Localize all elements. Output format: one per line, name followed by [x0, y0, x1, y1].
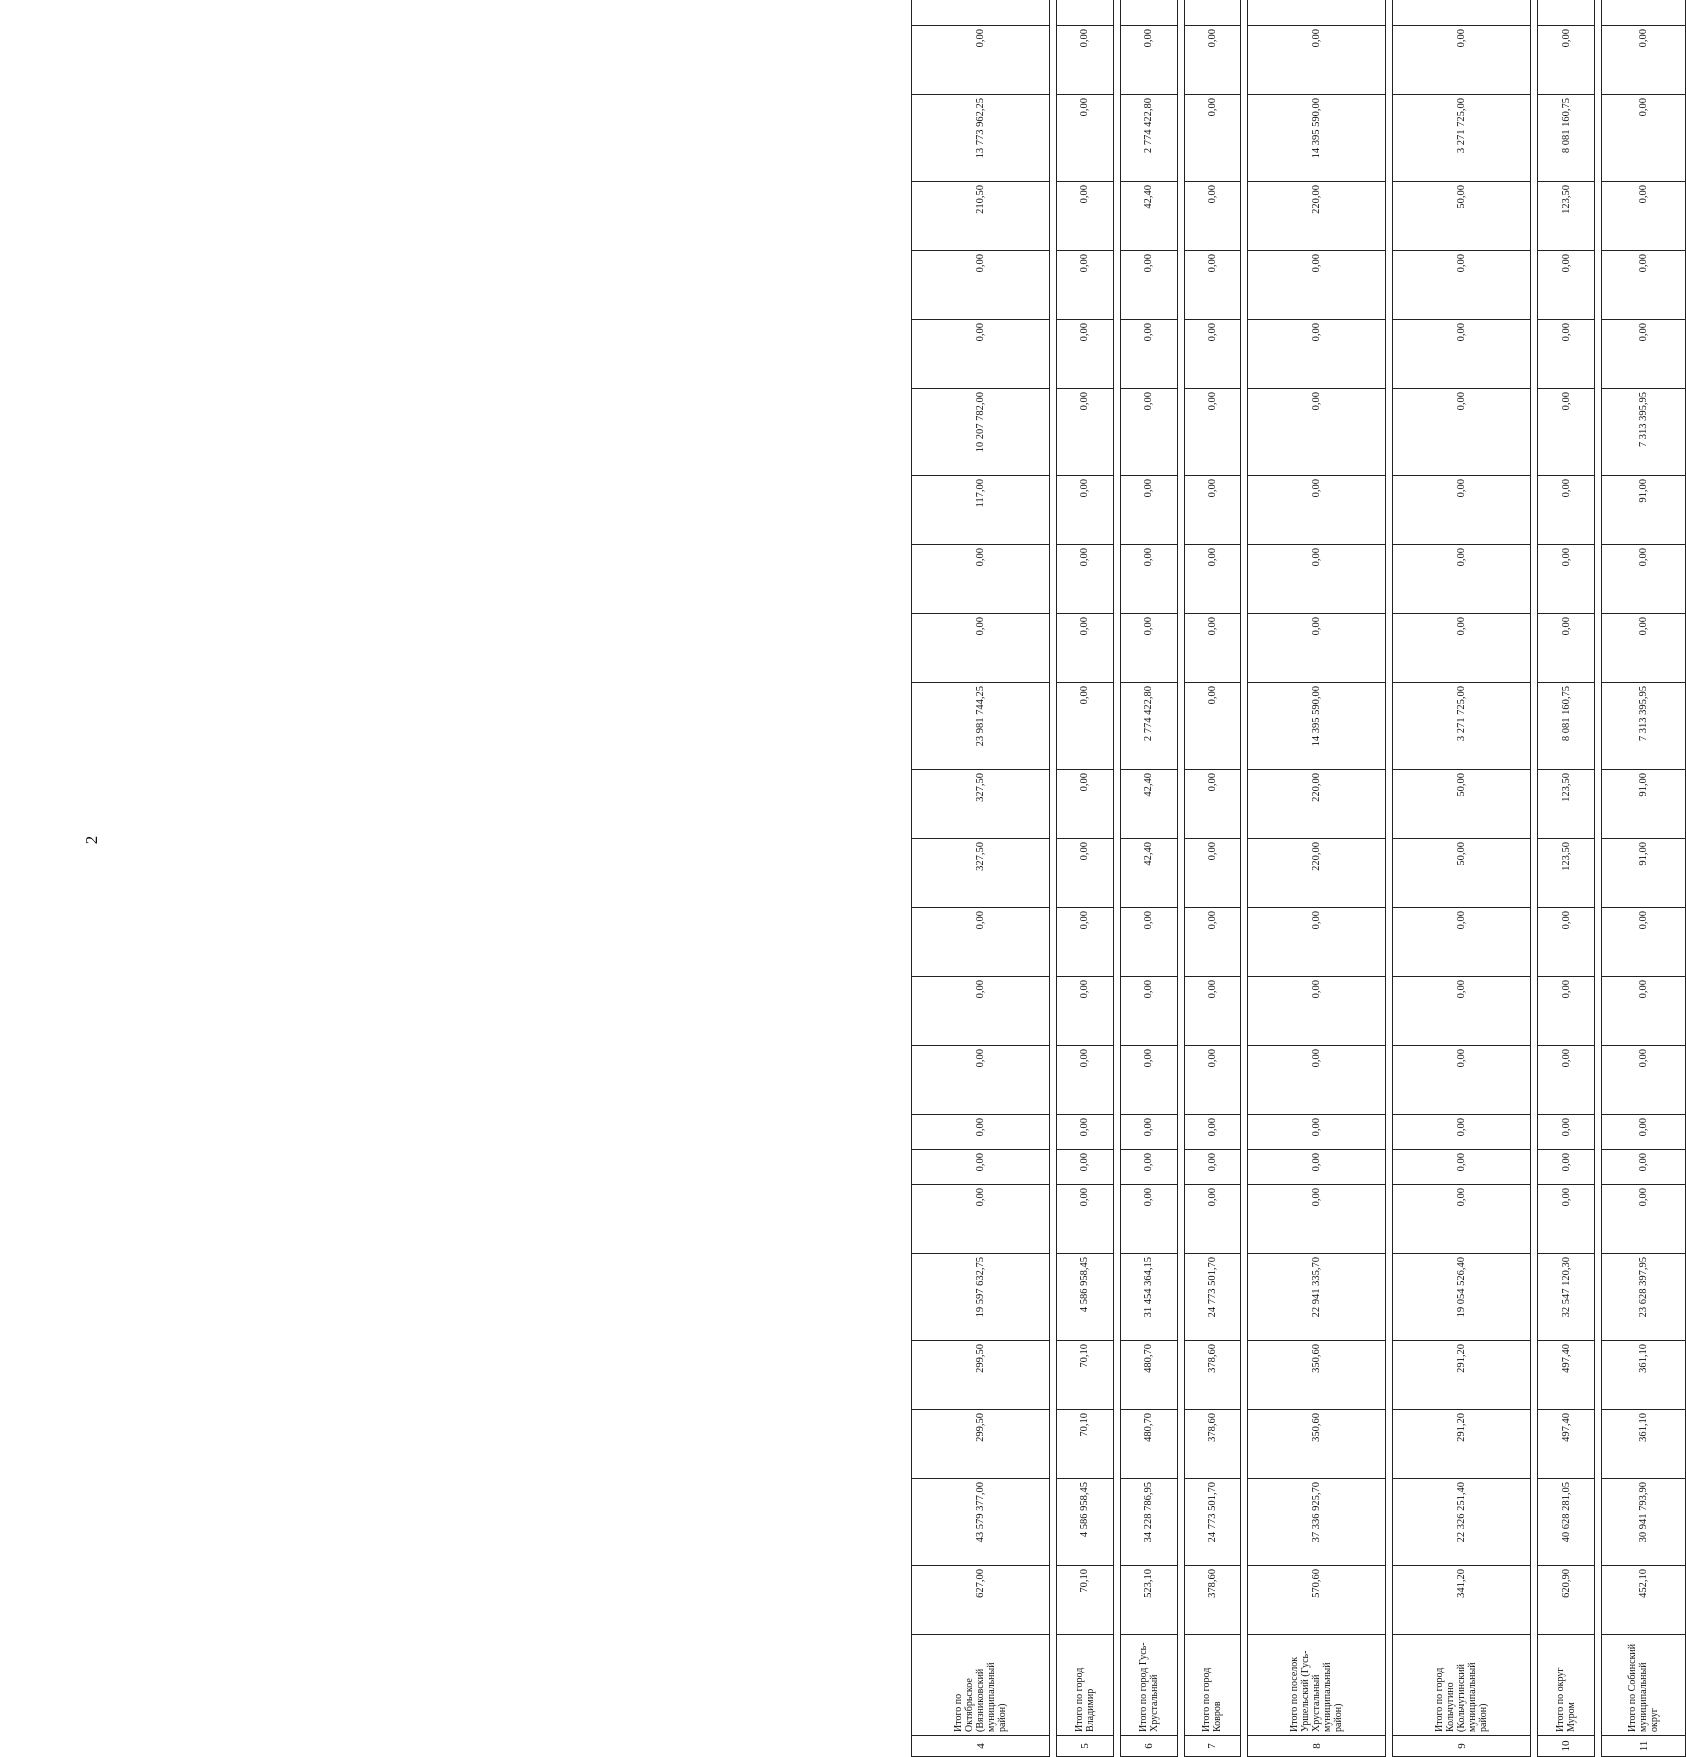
table-cell: 0,00: [1393, 320, 1531, 389]
table-cell: 0,00: [1248, 251, 1386, 320]
table-cell: 4 586 958,45: [1057, 1479, 1114, 1566]
table-cell: 0,00: [1184, 770, 1241, 839]
table-cell: 23 981 744,25: [912, 683, 1050, 770]
table-cell: [1057, 0, 1114, 26]
table-cell: 70,10: [1057, 1566, 1114, 1635]
table-cell: 299,50: [912, 1410, 1050, 1479]
table-cell: 70,10: [1057, 1410, 1114, 1479]
table-cell: 0,00: [1393, 545, 1531, 614]
table-cell: 361,10: [1602, 1341, 1686, 1410]
table-cell: 0,00: [912, 1150, 1050, 1185]
table-cell: 0,00: [1057, 95, 1114, 182]
row-spacer: [1386, 0, 1393, 1757]
rotated-table-container: [911, 0, 1686, 1757]
table-cell: 0,00: [1538, 476, 1595, 545]
table-cell: 0,00: [1057, 839, 1114, 908]
table-cell: 0,00: [1602, 545, 1686, 614]
table-cell: 0,00: [1120, 389, 1177, 476]
table-row: [1184, 0, 1241, 1757]
table-cell: 0,00: [1393, 1115, 1531, 1150]
table-cell: 23 628 397,95: [1602, 1254, 1686, 1341]
row-number: 4: [912, 1736, 1050, 1757]
table-cell: 378,60: [1184, 1410, 1241, 1479]
table-cell: [1602, 0, 1686, 26]
row-label: Итого по город Гусь-Хрустальный: [1120, 1635, 1177, 1736]
table-cell: 0,00: [1120, 614, 1177, 683]
table-cell: 0,00: [1057, 182, 1114, 251]
table-cell: 0,00: [912, 1046, 1050, 1115]
table-cell: 50,00: [1393, 182, 1531, 251]
table-cell: 24 773 501,70: [1184, 1479, 1241, 1566]
row-number: 7: [1184, 1736, 1241, 1757]
table-cell: 117,00: [912, 476, 1050, 545]
table-cell: 24 773 501,70: [1184, 1254, 1241, 1341]
row-label: Итого по город Кольчугино (Кольчугинский муниципальный район): [1393, 1635, 1531, 1736]
table-cell: 0,00: [1538, 1046, 1595, 1115]
table-cell: 0,00: [1184, 26, 1241, 95]
table-cell: 50,00: [1393, 839, 1531, 908]
table-cell: 91,00: [1602, 839, 1686, 908]
table-row: [1248, 0, 1386, 1757]
table-cell: 0,00: [1538, 908, 1595, 977]
table-cell: 0,00: [1538, 26, 1595, 95]
table-cell: 0,00: [1184, 908, 1241, 977]
table-cell: 0,00: [1120, 908, 1177, 977]
table-cell: 0,00: [1538, 320, 1595, 389]
table-cell: 32 547 120,30: [1538, 1254, 1595, 1341]
table-cell: 0,00: [1057, 614, 1114, 683]
table-cell: 0,00: [1538, 389, 1595, 476]
table-cell: 0,00: [1248, 320, 1386, 389]
row-number: 8: [1248, 1736, 1386, 1757]
table-cell: 0,00: [1248, 26, 1386, 95]
table-cell: 291,20: [1393, 1410, 1531, 1479]
row-number: 10: [1538, 1736, 1595, 1757]
table-cell: 70,10: [1057, 1341, 1114, 1410]
table-cell: 50,00: [1393, 770, 1531, 839]
table-cell: [1184, 0, 1241, 26]
row-spacer: [1177, 0, 1184, 1757]
table-cell: 0,00: [1248, 389, 1386, 476]
table-cell: 2 774 422,80: [1120, 95, 1177, 182]
table-cell: 0,00: [1602, 1150, 1686, 1185]
table-cell: 0,00: [1602, 908, 1686, 977]
table-cell: 0,00: [1057, 770, 1114, 839]
table-cell: 0,00: [1057, 1115, 1114, 1150]
table-cell: 22 941 335,70: [1248, 1254, 1386, 1341]
table-cell: 14 395 590,00: [1248, 95, 1386, 182]
table-cell: 0,00: [1393, 977, 1531, 1046]
spacer-cell: [1113, 0, 1120, 1757]
table-cell: 0,00: [912, 320, 1050, 389]
row-label: Итого по Октябрьское (Вязниковский муниципальный район): [912, 1635, 1050, 1736]
table-cell: 0,00: [1602, 614, 1686, 683]
table-cell: [1393, 0, 1531, 26]
table-cell: 0,00: [1538, 1115, 1595, 1150]
table-cell: 0,00: [1538, 251, 1595, 320]
table-cell: 0,00: [1602, 1046, 1686, 1115]
table-cell: 523,10: [1120, 1566, 1177, 1635]
table-cell: 627,00: [912, 1566, 1050, 1635]
table-cell: 0,00: [1184, 683, 1241, 770]
table-cell: 0,00: [1184, 1046, 1241, 1115]
table-row: [1057, 0, 1114, 1757]
table-cell: 378,60: [1184, 1566, 1241, 1635]
data-table: [911, 0, 1686, 1757]
table-cell: 0,00: [912, 614, 1050, 683]
page-number: 2: [82, 835, 101, 845]
table-cell: 0,00: [1120, 1150, 1177, 1185]
table-cell: 0,00: [1393, 389, 1531, 476]
table-cell: 620,90: [1538, 1566, 1595, 1635]
table-cell: 42,40: [1120, 770, 1177, 839]
table-cell: 0,00: [912, 977, 1050, 1046]
table-cell: 22 326 251,40: [1393, 1479, 1531, 1566]
table-cell: 0,00: [1120, 1115, 1177, 1150]
table-cell: 43 579 377,00: [912, 1479, 1050, 1566]
spacer-cell: [1241, 0, 1248, 1757]
table-cell: 291,20: [1393, 1341, 1531, 1410]
row-label: Итого по поселок Уршельский (Гусь-Хрустальный муниципальный район): [1248, 1635, 1386, 1736]
table-cell: 220,00: [1248, 182, 1386, 251]
table-cell: 0,00: [1393, 476, 1531, 545]
row-spacer: [1531, 0, 1538, 1757]
table-cell: 0,00: [1248, 1046, 1386, 1115]
table-cell: [1538, 0, 1595, 26]
row-spacer: [1050, 0, 1057, 1757]
table-cell: 30 941 793,90: [1602, 1479, 1686, 1566]
table-cell: 0,00: [1184, 389, 1241, 476]
table-cell: 0,00: [1602, 1115, 1686, 1150]
table-cell: 570,60: [1248, 1566, 1386, 1635]
table-cell: 0,00: [1057, 320, 1114, 389]
table-cell: 0,00: [1248, 1185, 1386, 1254]
table-cell: 0,00: [1184, 1185, 1241, 1254]
table-cell: 378,60: [1184, 1341, 1241, 1410]
row-label: Итого по Собинский муниципальный округ: [1602, 1635, 1686, 1736]
row-spacer: [1113, 0, 1120, 1757]
table-cell: 40 628 281,05: [1538, 1479, 1595, 1566]
table-cell: 0,00: [1184, 95, 1241, 182]
table-cell: 0,00: [1393, 1185, 1531, 1254]
table-cell: 42,40: [1120, 839, 1177, 908]
table-cell: 480,70: [1120, 1341, 1177, 1410]
table-cell: 0,00: [1393, 1150, 1531, 1185]
spacer-cell: [1177, 0, 1184, 1757]
table-cell: 0,00: [1248, 1115, 1386, 1150]
table-cell: 0,00: [1057, 1150, 1114, 1185]
table-cell: 0,00: [1393, 908, 1531, 977]
table-cell: 91,00: [1602, 770, 1686, 839]
table-cell: 0,00: [912, 1115, 1050, 1150]
table-cell: 19 597 632,75: [912, 1254, 1050, 1341]
table-cell: 0,00: [1248, 1150, 1386, 1185]
table-cell: 123,50: [1538, 182, 1595, 251]
table-cell: 0,00: [1057, 476, 1114, 545]
table-cell: 0,00: [1248, 614, 1386, 683]
table-cell: 0,00: [1538, 977, 1595, 1046]
table-cell: 0,00: [1120, 545, 1177, 614]
table-cell: 0,00: [1602, 251, 1686, 320]
table-cell: 0,00: [1184, 977, 1241, 1046]
table-cell: 123,50: [1538, 839, 1595, 908]
table-cell: 0,00: [1057, 26, 1114, 95]
table-cell: 0,00: [1248, 977, 1386, 1046]
table-row: [1120, 0, 1177, 1757]
row-label: Итого по город Владимир: [1057, 1635, 1114, 1736]
row-number: 6: [1120, 1736, 1177, 1757]
row-number: 5: [1057, 1736, 1114, 1757]
table-cell: 299,50: [912, 1341, 1050, 1410]
table-cell: 0,00: [1120, 320, 1177, 389]
row-number: 9: [1393, 1736, 1531, 1757]
table-cell: 0,00: [1057, 1185, 1114, 1254]
table-cell: 327,50: [912, 839, 1050, 908]
table-cell: 0,00: [1538, 545, 1595, 614]
table-cell: 0,00: [1602, 977, 1686, 1046]
table-cell: 0,00: [1184, 1150, 1241, 1185]
table-cell: 2 774 422,80: [1120, 683, 1177, 770]
table-cell: 0,00: [1602, 26, 1686, 95]
table-cell: 220,00: [1248, 770, 1386, 839]
table-cell: 0,00: [1057, 908, 1114, 977]
table-cell: 0,00: [1057, 683, 1114, 770]
table-cell: 0,00: [912, 908, 1050, 977]
table-cell: 8 081 160,75: [1538, 683, 1595, 770]
table-cell: 37 336 925,70: [1248, 1479, 1386, 1566]
table-cell: [1248, 0, 1386, 26]
table-cell: 0,00: [1184, 614, 1241, 683]
table-cell: 0,00: [1538, 1150, 1595, 1185]
table-cell: 0,00: [1057, 977, 1114, 1046]
table-cell: 91,00: [1602, 476, 1686, 545]
table-cell: 13 773 962,25: [912, 95, 1050, 182]
table-cell: 31 454 364,15: [1120, 1254, 1177, 1341]
table-cell: 497,40: [1538, 1410, 1595, 1479]
table-cell: 0,00: [1057, 389, 1114, 476]
table-cell: 0,00: [1602, 182, 1686, 251]
table-cell: 0,00: [1120, 251, 1177, 320]
table-cell: 0,00: [1393, 614, 1531, 683]
table-cell: 0,00: [1120, 476, 1177, 545]
row-label: Итого по округ Муром: [1538, 1635, 1595, 1736]
spacer-cell: [1531, 0, 1538, 1757]
table-cell: 0,00: [1184, 1115, 1241, 1150]
table-cell: 0,00: [1120, 977, 1177, 1046]
table-cell: 341,20: [1393, 1566, 1531, 1635]
table-cell: 14 395 590,00: [1248, 683, 1386, 770]
table-cell: 0,00: [1602, 320, 1686, 389]
table-cell: 0,00: [1184, 320, 1241, 389]
table-cell: 0,00: [1120, 26, 1177, 95]
table-cell: 4 586 958,45: [1057, 1254, 1114, 1341]
table-cell: 0,00: [1057, 545, 1114, 614]
table-cell: 220,00: [1248, 839, 1386, 908]
table-row: [1602, 0, 1686, 1757]
table-cell: 0,00: [1393, 1046, 1531, 1115]
spacer-cell: [1595, 0, 1602, 1757]
table-cell: 0,00: [912, 26, 1050, 95]
table-cell: 0,00: [1393, 251, 1531, 320]
table-cell: 350,60: [1248, 1341, 1386, 1410]
table-cell: 452,10: [1602, 1566, 1686, 1635]
table-cell: 0,00: [1248, 545, 1386, 614]
row-number: 11: [1602, 1736, 1686, 1757]
table-body: [912, 0, 1686, 1757]
table-cell: [1120, 0, 1177, 26]
table-cell: 0,00: [1393, 26, 1531, 95]
table-cell: 0,00: [1184, 476, 1241, 545]
table-cell: 0,00: [1602, 95, 1686, 182]
table-row: [912, 0, 1050, 1757]
row-label: Итого по город Ковров: [1184, 1635, 1241, 1736]
table-cell: 0,00: [1120, 1185, 1177, 1254]
table-cell: 361,10: [1602, 1410, 1686, 1479]
table-cell: 0,00: [1120, 1046, 1177, 1115]
table-cell: 0,00: [1538, 1185, 1595, 1254]
table-cell: 0,00: [1184, 545, 1241, 614]
table-cell: 0,00: [912, 251, 1050, 320]
table-cell: 7 313 395,95: [1602, 683, 1686, 770]
table-cell: 327,50: [912, 770, 1050, 839]
row-spacer: [1595, 0, 1602, 1757]
table-cell: 0,00: [1248, 908, 1386, 977]
table-cell: 0,00: [1184, 182, 1241, 251]
table-cell: 34 228 786,95: [1120, 1479, 1177, 1566]
table-cell: 0,00: [1184, 839, 1241, 908]
spacer-cell: [1050, 0, 1057, 1757]
table-cell: 19 054 526,40: [1393, 1254, 1531, 1341]
table-cell: 3 271 725,00: [1393, 683, 1531, 770]
table-cell: 350,60: [1248, 1410, 1386, 1479]
table-cell: 497,40: [1538, 1341, 1595, 1410]
row-spacer: [1241, 0, 1248, 1757]
table-cell: [912, 0, 1050, 26]
table-cell: 8 081 160,75: [1538, 95, 1595, 182]
table-cell: 480,70: [1120, 1410, 1177, 1479]
table-cell: 10 207 782,00: [912, 389, 1050, 476]
table-cell: 0,00: [1057, 251, 1114, 320]
table-row: [1393, 0, 1531, 1757]
table-cell: 210,50: [912, 182, 1050, 251]
table-cell: 7 313 395,95: [1602, 389, 1686, 476]
spacer-cell: [1386, 0, 1393, 1757]
table-cell: 123,50: [1538, 770, 1595, 839]
table-cell: 0,00: [912, 545, 1050, 614]
table-row: [1538, 0, 1595, 1757]
table-cell: 0,00: [1602, 1185, 1686, 1254]
table-cell: 0,00: [1184, 251, 1241, 320]
table-cell: 0,00: [1538, 614, 1595, 683]
table-cell: 42,40: [1120, 182, 1177, 251]
table-cell: 0,00: [912, 1185, 1050, 1254]
table-cell: 0,00: [1057, 1046, 1114, 1115]
table-cell: 0,00: [1248, 476, 1386, 545]
table-cell: 3 271 725,00: [1393, 95, 1531, 182]
